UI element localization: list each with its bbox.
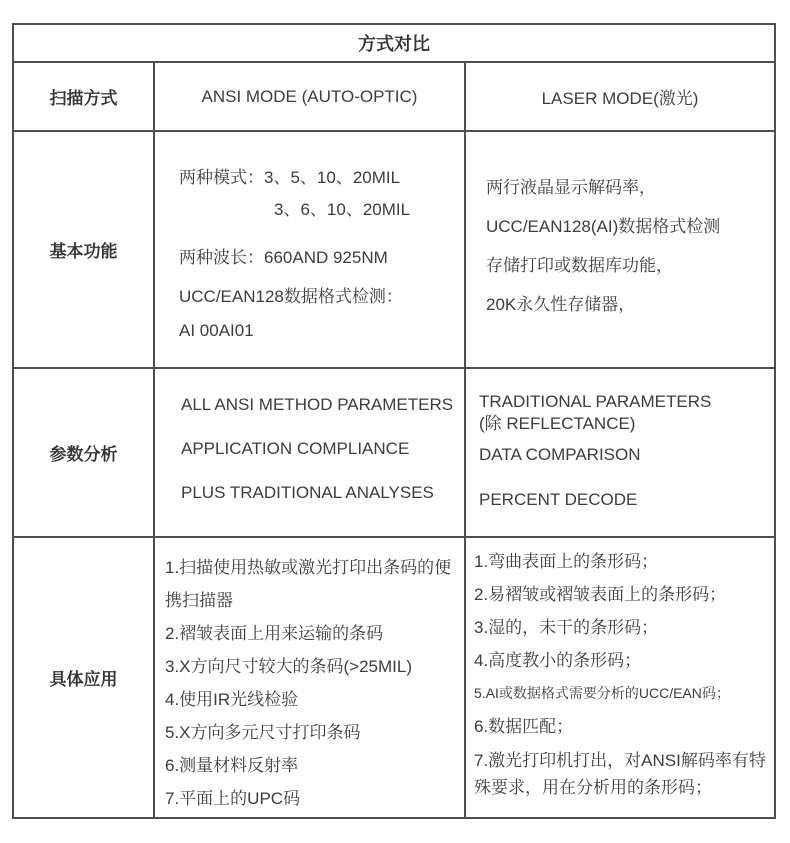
text-line: ALL ANSI METHOD PARAMETERS [181, 395, 454, 414]
comparison-table [12, 23, 776, 819]
text-line: UCC/EAN128数据格式检测： [179, 287, 403, 306]
header-scan-method: 扫描方式 [14, 63, 155, 130]
header-laser-mode: LASER MODE(激光) [541, 89, 699, 108]
list-item: 4.高度教小的条形码； [474, 651, 642, 670]
text-line: 3、6、10、20MIL [274, 200, 411, 219]
text-line: 20K永久性存储器， [486, 295, 636, 314]
list-item: 5.AI或数据格式需要分析的UCC/EAN码； [474, 685, 730, 701]
text-line: TRADITIONAL PARAMETERS [479, 392, 712, 411]
header-row [14, 63, 774, 132]
basic-ansi-cell [155, 132, 466, 367]
list-item: 7.平面上的UPC码 [165, 789, 301, 808]
list-item: 2.易褶皱或褶皱表面上的条形码； [474, 585, 727, 604]
list-item: 2.褶皱表面上用来运输的条码 [165, 624, 384, 643]
list-item: 3.X方向尺寸较大的条码(>25MIL) [165, 657, 413, 676]
text-line: DATA COMPARISON [479, 445, 641, 464]
list-item: 6.测量材料反射率 [165, 756, 299, 775]
basic-functions-row [14, 132, 774, 369]
header-ansi-mode: ANSI MODE (AUTO-OPTIC) [155, 63, 466, 130]
text-line: PLUS TRADITIONAL ANALYSES [181, 483, 434, 502]
list-item: 6.数据匹配； [474, 717, 574, 736]
parameter-analysis-row [14, 369, 774, 538]
text-line: APPLICATION COMPLIANCE [181, 439, 410, 458]
text-line: UCC/EAN128(AI)数据格式检测 [486, 217, 721, 236]
params-ansi-cell [155, 369, 466, 536]
parameter-analysis-label: 参数分析 [14, 369, 155, 536]
table-title-row [14, 25, 774, 63]
specific-applications-row [14, 538, 774, 817]
params-laser-cell [466, 369, 774, 536]
text-line: 两种模式：3、5、10、20MIL [179, 168, 401, 187]
list-item: 5.X方向多元尺寸打印条码 [165, 723, 361, 742]
apps-ansi-cell [155, 538, 466, 817]
basic-functions-label: 基本功能 [14, 132, 155, 367]
text-line: 两行液晶显示解码率， [486, 178, 656, 197]
list-item: 4.使用IR光线检验 [165, 690, 299, 709]
basic-laser-cell [466, 132, 774, 367]
text-line: PERCENT DECODE [479, 490, 638, 509]
list-item: 7.激光打印机打出，对ANSI解码率有特殊要求，用在分析用的条形码； [474, 751, 766, 797]
text-line: 存储打印或数据库功能， [486, 256, 673, 275]
list-item: 3.湿的，未干的条形码； [474, 618, 659, 637]
table-title: 方式对比 [358, 34, 430, 54]
text-line: 两种波长：660AND 925NM [179, 248, 388, 267]
apps-laser-cell [466, 538, 774, 817]
list-item: 1.弯曲表面上的条形码； [474, 552, 659, 571]
specific-applications-label: 具体应用 [14, 538, 155, 817]
text-line: AI 00AI01 [179, 321, 254, 340]
list-item: 1.扫描使用热敏或激光打印出条码的便携扫描器 [165, 558, 452, 610]
text-line: (除 REFLECTANCE) [479, 414, 636, 433]
